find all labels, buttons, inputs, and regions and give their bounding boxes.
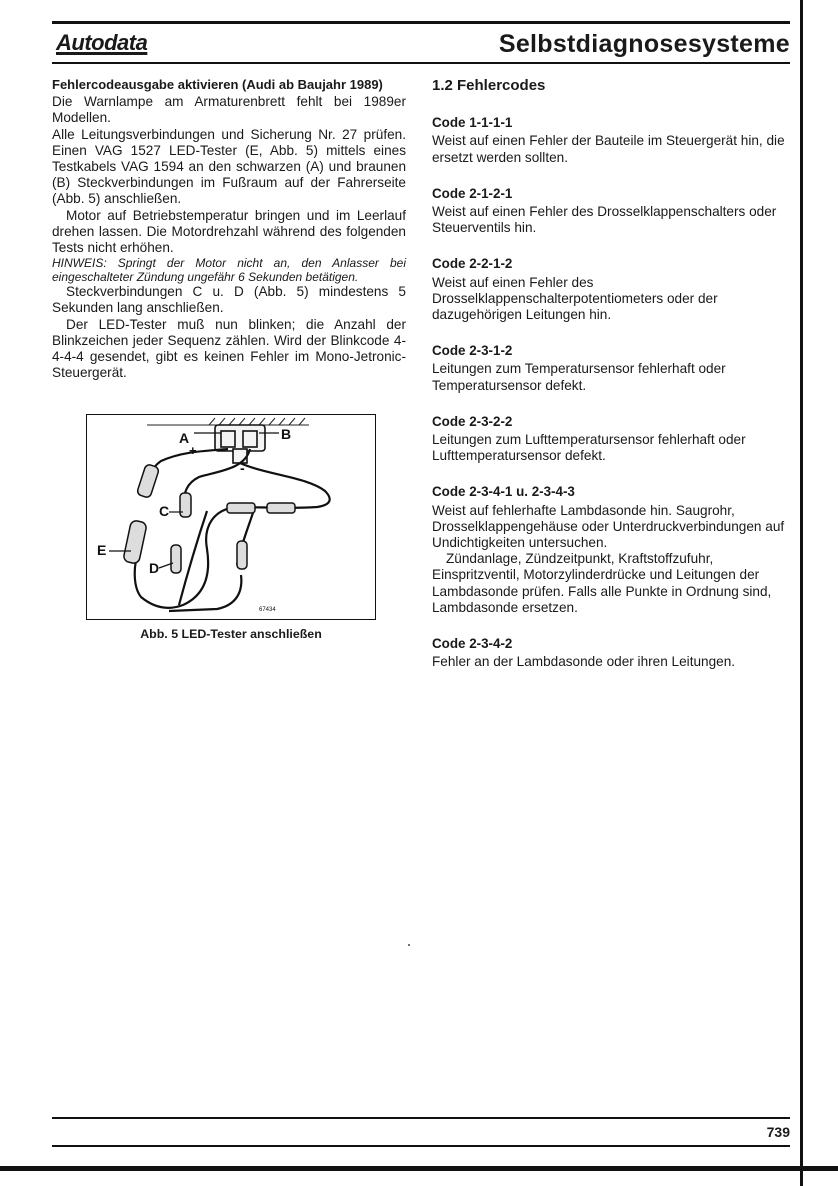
code-block	[432, 186, 790, 237]
led-tester-diagram	[87, 415, 375, 619]
code-title: Code 2-1-2-1	[432, 185, 513, 201]
fehlercodes-heading: 1.2 Fehlercodes	[432, 77, 546, 94]
code-description: Weist auf einen Fehler des Drosselklappenschalterpotentiometers oder der dazugehörigen Leitungen hin.	[432, 274, 718, 323]
page-number: 739	[766, 1124, 790, 1140]
code-title: Code 1-1-1-1	[432, 115, 513, 131]
section-title: Selbstdiagnosesysteme	[498, 30, 790, 58]
left-paragraph-2: Alle Leitungsverbindungen und Sicherung Nr. 27 prüfen. Einen VAG 1527 LED-Tester (E, Abb. 5) mittels eines Testkabels VAG 1594 an den schwarzen (A) und braunen (B) Steckverbindungen im Fußraum auf der Fahrerseite (Abb. 5) anschließen.	[52, 126, 406, 207]
figure-reference: 67434	[259, 607, 276, 613]
led-tester-figure	[86, 414, 376, 620]
right-column	[432, 78, 790, 690]
ceiling-hatching	[147, 418, 309, 425]
label-e: E	[97, 542, 107, 558]
code-description: Leitungen zum Lufttemperatursensor fehlerhaft oder Lufttemperatursensor defekt.	[432, 432, 746, 464]
footer-rule-2	[52, 1145, 790, 1147]
left-heading: Fehlercodeausgabe aktivieren (Audi ab Baujahr 1989)	[52, 77, 383, 92]
label-d: D	[149, 560, 160, 576]
left-note: HINWEIS: Springt der Motor nicht an, den Anlasser bei eingeschalteter Zündung ungefähr 6 Sekunden betätigen.	[52, 256, 406, 285]
code-block	[432, 343, 790, 394]
label-b: B	[281, 426, 292, 442]
code-block	[432, 636, 790, 670]
code-title: Code 2-2-1-2	[432, 256, 513, 272]
left-paragraph-4: Steckverbindungen C u. D (Abb. 5) mindestens 5 Sekunden lang anschließen.	[52, 284, 406, 316]
left-paragraph-3: Motor auf Betriebstemperatur bringen und im Leerlauf drehen lassen. Die Motordrehzahl während des folgenden Tests nicht erhöhen.	[52, 207, 406, 256]
connector-housing	[215, 425, 265, 463]
code-title: Code 2-3-4-1 u. 2-3-4-3	[432, 484, 575, 500]
left-paragraph-1: Die Warnlampe am Armaturenbrett fehlt bei 1989er Modellen.	[52, 94, 406, 126]
code-block	[432, 115, 790, 166]
code-description: Weist auf einen Fehler der Bauteile im Steuergerät hin, die ersetzt werden sollten.	[432, 133, 785, 165]
code-block	[432, 256, 790, 323]
autodata-logo: Autodata	[56, 30, 148, 55]
code-title: Code 2-3-1-2	[432, 343, 513, 359]
label-plus: +	[189, 443, 197, 458]
code-description-continued: Zündanlage, Zündzeitpunkt, Kraftstoffzufuhr, Einspritzventil, Motorzylinderdrücke und Leitungen der Lambdasonde prüfen. Falls alle Punkte in Ordnung sind, Lambdasonde ersetzen.	[432, 551, 772, 615]
header-bottom-rule	[52, 62, 790, 64]
footer-rule-1	[52, 1117, 790, 1119]
code-description: Leitungen zum Temperatursensor fehlerhaft oder Temperatursensor defekt.	[432, 361, 726, 393]
left-column	[52, 77, 406, 381]
label-a: A	[179, 430, 190, 446]
code-title: Code 2-3-2-2	[432, 413, 513, 429]
stray-mark	[408, 944, 410, 946]
test-cables	[135, 449, 330, 611]
code-description: Weist auf fehlerhafte Lambdasonde hin. Saugrohr, Drosselklappengehäuse oder Unterdruckverbindungen auf Undichtigkeiten untersuchen.	[432, 502, 785, 551]
figure-caption: Abb. 5 LED-Tester anschließen	[140, 627, 322, 641]
code-title: Code 2-3-4-2	[432, 636, 513, 652]
code-block	[432, 414, 790, 465]
right-edge-bar	[800, 0, 803, 1186]
code-description: Weist auf einen Fehler des Drosselklappenschalters oder Steuerventils hin.	[432, 204, 777, 236]
label-minus: -	[240, 460, 245, 476]
left-paragraph-5: Der LED-Tester muß nun blinken; die Anzahl der Blinkzeichen jeder Sequenz zählen. Wird der Blinkcode 4-4-4-4 gesendet, gibt es keinen Fehler im Mono-Jetronic-Steuergerät.	[52, 316, 406, 381]
code-block	[432, 484, 790, 616]
page-bottom-bar	[0, 1166, 838, 1171]
label-c: C	[159, 503, 170, 519]
header-top-rule	[52, 21, 790, 24]
code-description: Fehler an der Lambdasonde oder ihren Leitungen.	[432, 654, 736, 670]
